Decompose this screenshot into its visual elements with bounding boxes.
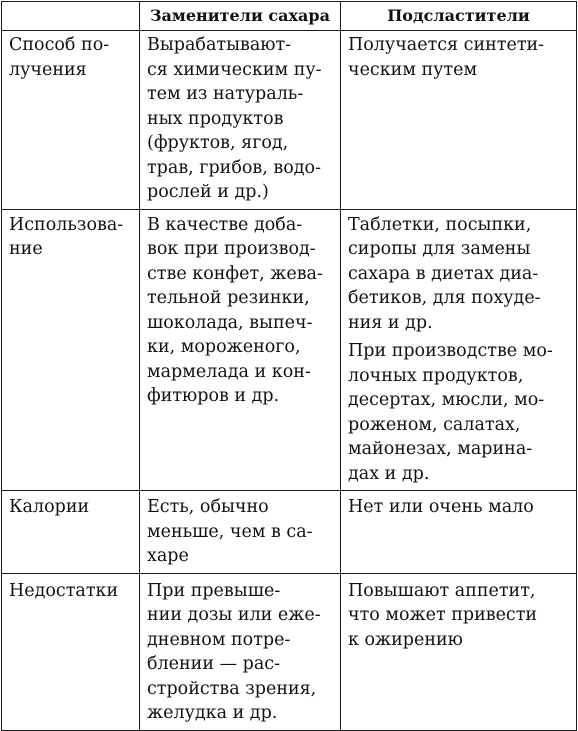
sweeteners-cell: Таблетки, посыпки, сиропы для замены сахара в диетах диа- бетиков, для похуде- ния и др. При производстве мо- лочных продуктов, десертах, мюсли, мо- роженом, салатах, майонезах, марина- дах и др. — [341, 209, 577, 491]
table-row-usage — [2, 209, 577, 491]
header-empty — [2, 2, 140, 31]
row-label: Использова- ние — [2, 209, 140, 491]
substitutes-cell: Вырабатывают- ся химическим пу- тем из натураль- ных продуктов (фруктов, ягод, трав, грибов, водо- рослей и др.) — [140, 31, 341, 210]
sweeteners-cell: Повышают аппетит, что может привести к ожирению — [341, 573, 577, 730]
substitutes-cell: При превыше- нии дозы или еже- дневном потре- блении — рас- стройства зрения, желудка и др. — [140, 573, 341, 730]
sweeteners-cell: Получается синтети- ческим путем — [341, 31, 577, 210]
header-row — [2, 2, 577, 31]
header-sweeteners: Подсластители — [341, 2, 577, 31]
row-label: Калории — [2, 491, 140, 574]
table-row-drawbacks — [2, 573, 577, 730]
row-label: Способ по- лучения — [2, 31, 140, 210]
table-row-production-method — [2, 31, 577, 210]
table-row-calories — [2, 491, 577, 574]
row-label: Недостатки — [2, 573, 140, 730]
comparison-table — [1, 1, 577, 731]
sweeteners-cell: Нет или очень мало — [341, 491, 577, 574]
substitutes-cell: В качестве добa- вок при производ- стве конфет, жева- тельной резинки, шоколада, выпеч- ки, мороженого, мармелада и кон- фитюров и др. — [140, 209, 341, 491]
header-sugar-substitutes: Заменители сахара — [140, 2, 341, 31]
substitutes-cell: Есть, обычно меньше, чем в са- харе — [140, 491, 341, 574]
